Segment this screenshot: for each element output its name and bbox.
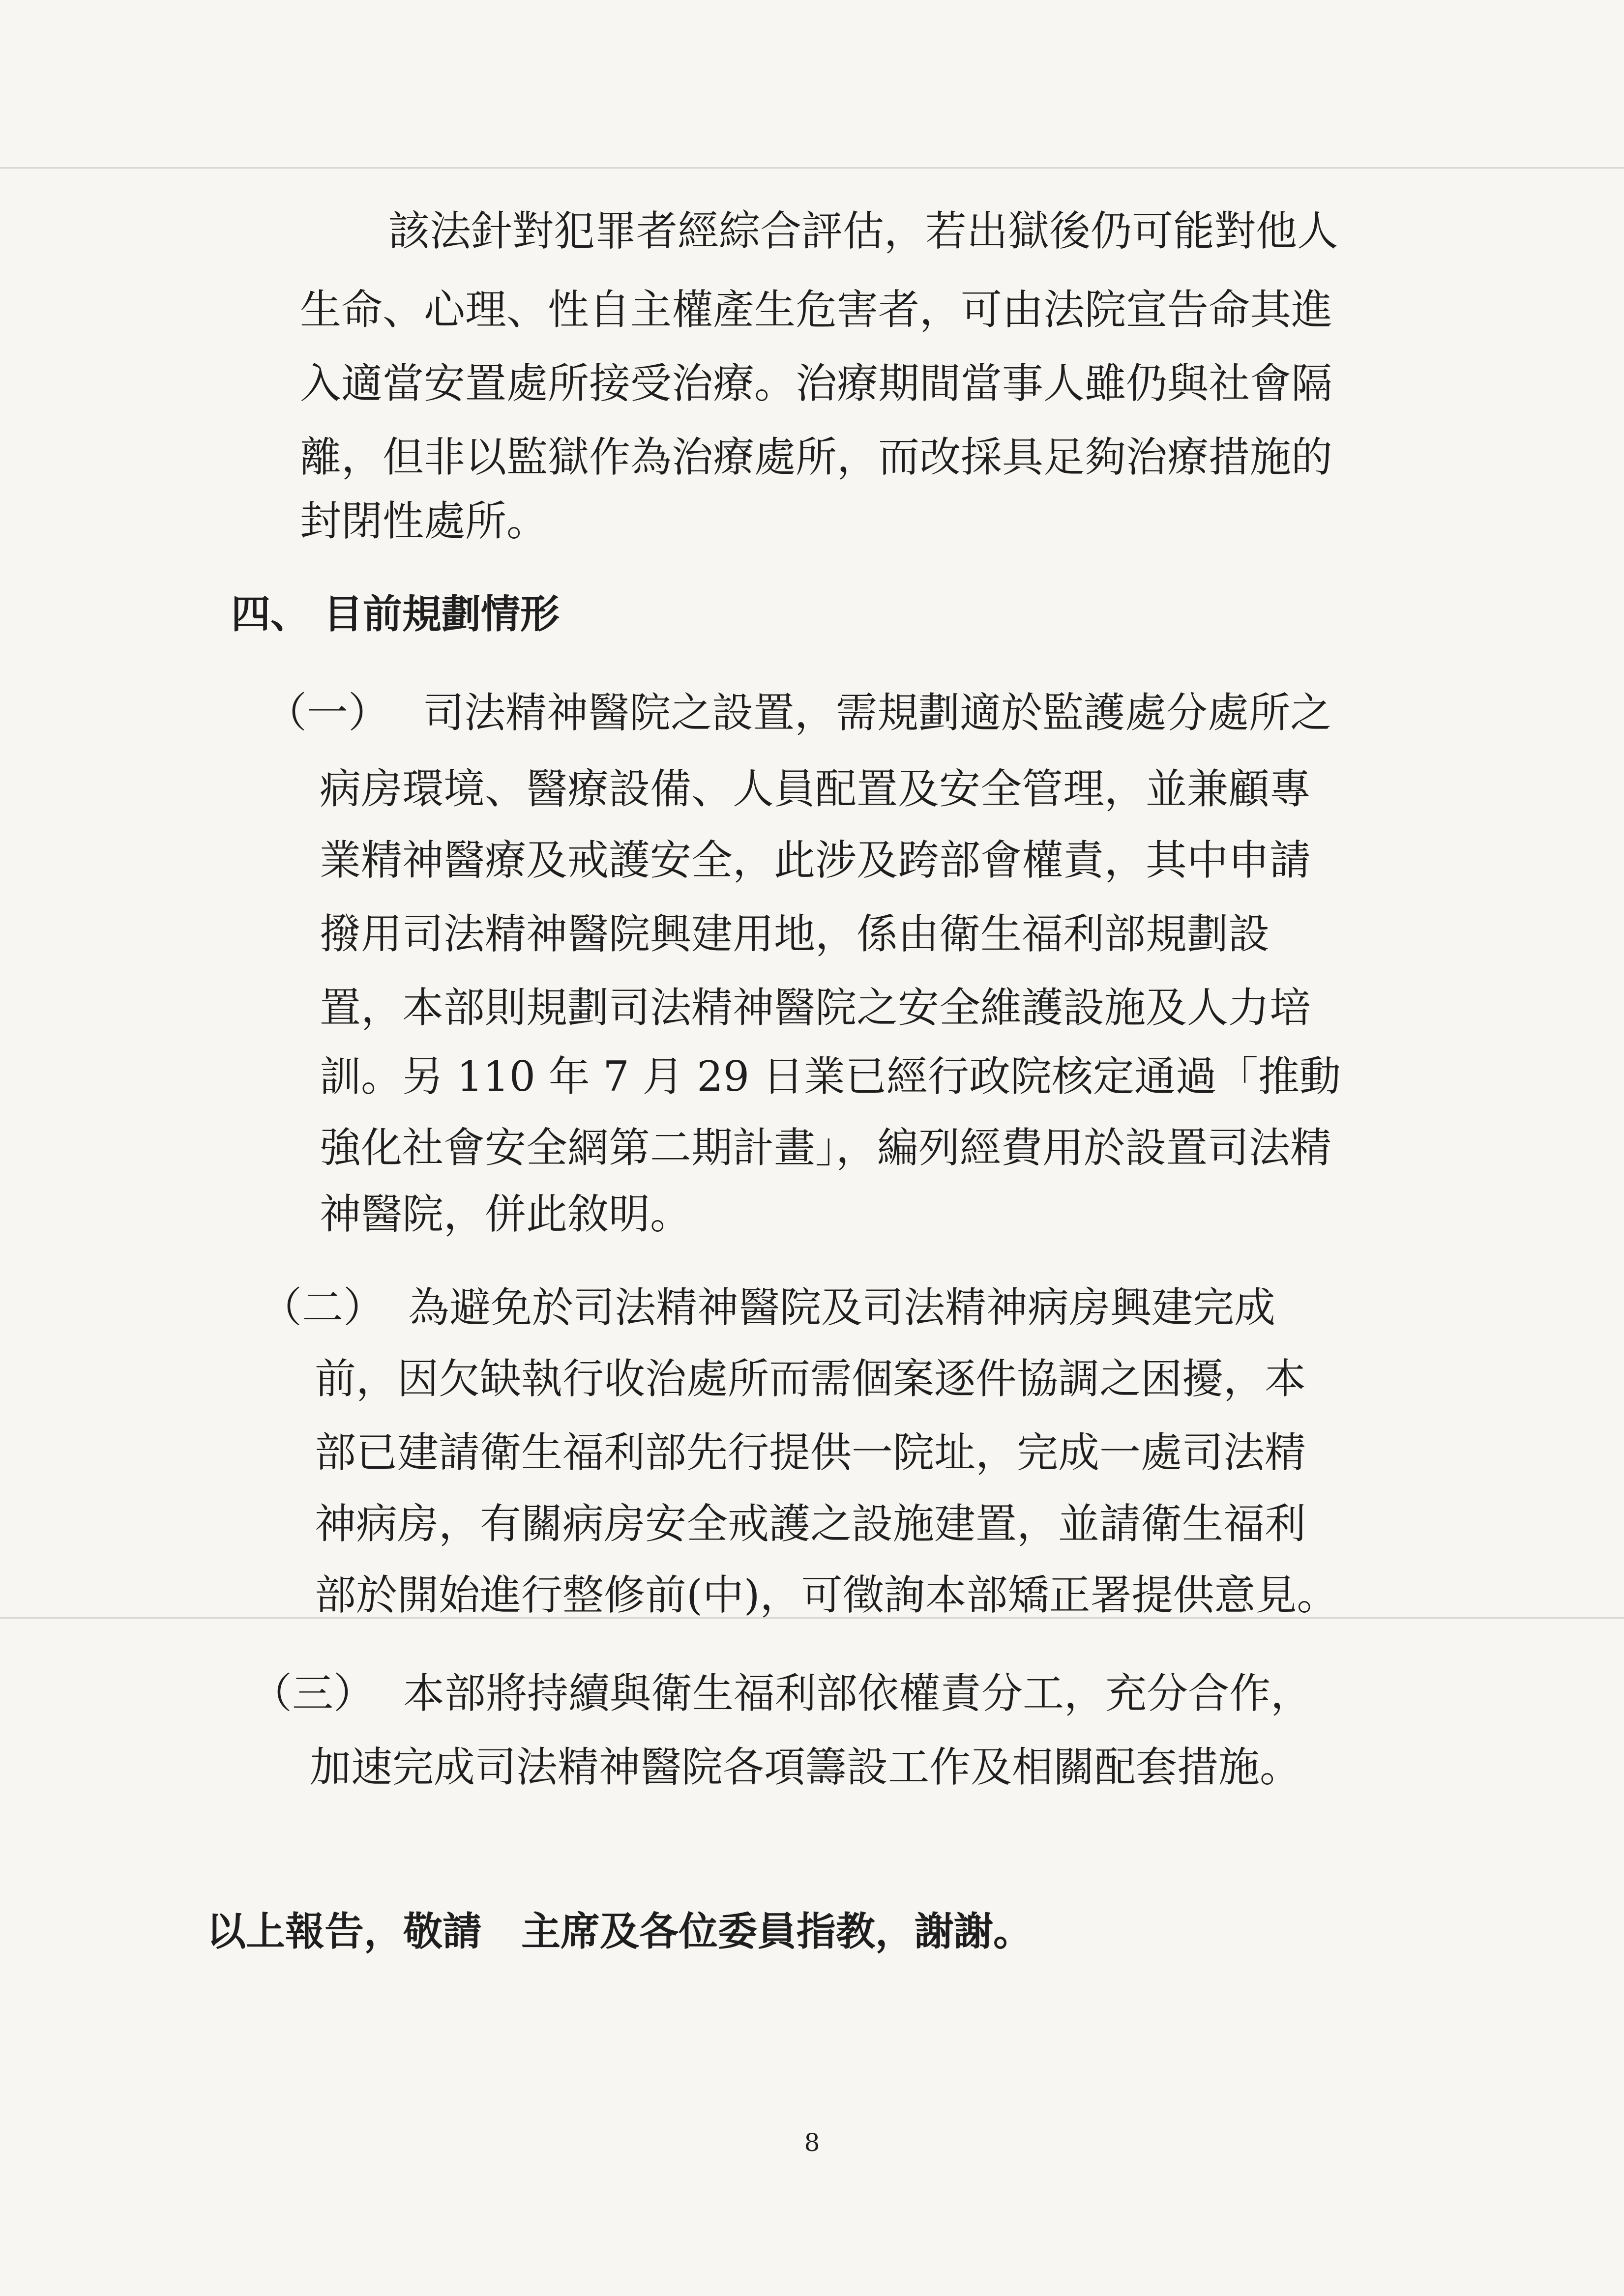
item-line: 本部將持續與衛生福利部依權責分工，充分合作， [403,1669,1312,1717]
closing-remark: 以上報告，敬請 主席及各位委員指教，謝謝。 [207,1909,1033,1954]
item-line: 強化社會安全網第二期計畫」，編列經費用於設置司法精 [320,1124,1332,1172]
item-line: 神病房，有關病房安全戒護之設施建置，並請衛生福利 [315,1500,1306,1548]
paragraph-line: 離，但非以監獄作為治療處所，而改採具足夠治療措施的 [300,433,1333,481]
item-line: 加速完成司法精神醫院各項籌設工作及相關配套措施。 [310,1743,1301,1791]
paragraph-line: 該法針對犯罪者經綜合評估，若出獄後仍可能對他人 [388,207,1339,255]
item-marker: （三） [251,1669,375,1717]
scan-fold-line [0,167,1624,169]
item-line: 置，本部則規劃司法精神醫院之安全維護設施及人力培 [320,984,1311,1032]
paragraph-line: 生命、心理、性自主權產生危害者，可由法院宣告命其進 [300,286,1333,334]
item-line: 前，因欠缺執行收治處所而需個案逐件協調之困擾，本 [315,1355,1306,1403]
item-line: 部已建請衛生福利部先行提供一院址，完成一處司法精 [315,1428,1306,1477]
item-line: 病房環境、醫療設備、人員配置及安全管理，並兼顧專 [320,765,1311,813]
item-line: 部於開始進行整修前(中)，可徵詢本部矯正署提供意見。 [315,1571,1338,1619]
item-line: 神醫院，併此敘明。 [320,1190,692,1238]
item-line: 訓。另 110 年 7 月 29 日業已經行政院核定通過「推動 [320,1052,1341,1101]
item-line: 撥用司法精神醫院興建用地，係由衛生福利部規劃設 [320,910,1270,958]
paragraph-line: 入適當安置處所接受治療。治療期間當事人雖仍與社會隔 [300,359,1333,407]
paragraph-line: 封閉性處所。 [300,497,548,545]
section-heading: 四、 目前規劃情形 [231,591,560,637]
item-line: 司法精神醫院之設置，需規劃適於監護處分處所之 [423,689,1332,737]
page-number: 8 [804,2128,820,2157]
item-line: 為避免於司法精神醫院及司法精神病房興建完成 [408,1283,1276,1332]
item-marker: （一） [266,689,390,737]
item-marker: （二） [261,1283,385,1332]
item-line: 業精神醫療及戒護安全，此涉及跨部會權責，其中申請 [320,836,1311,884]
